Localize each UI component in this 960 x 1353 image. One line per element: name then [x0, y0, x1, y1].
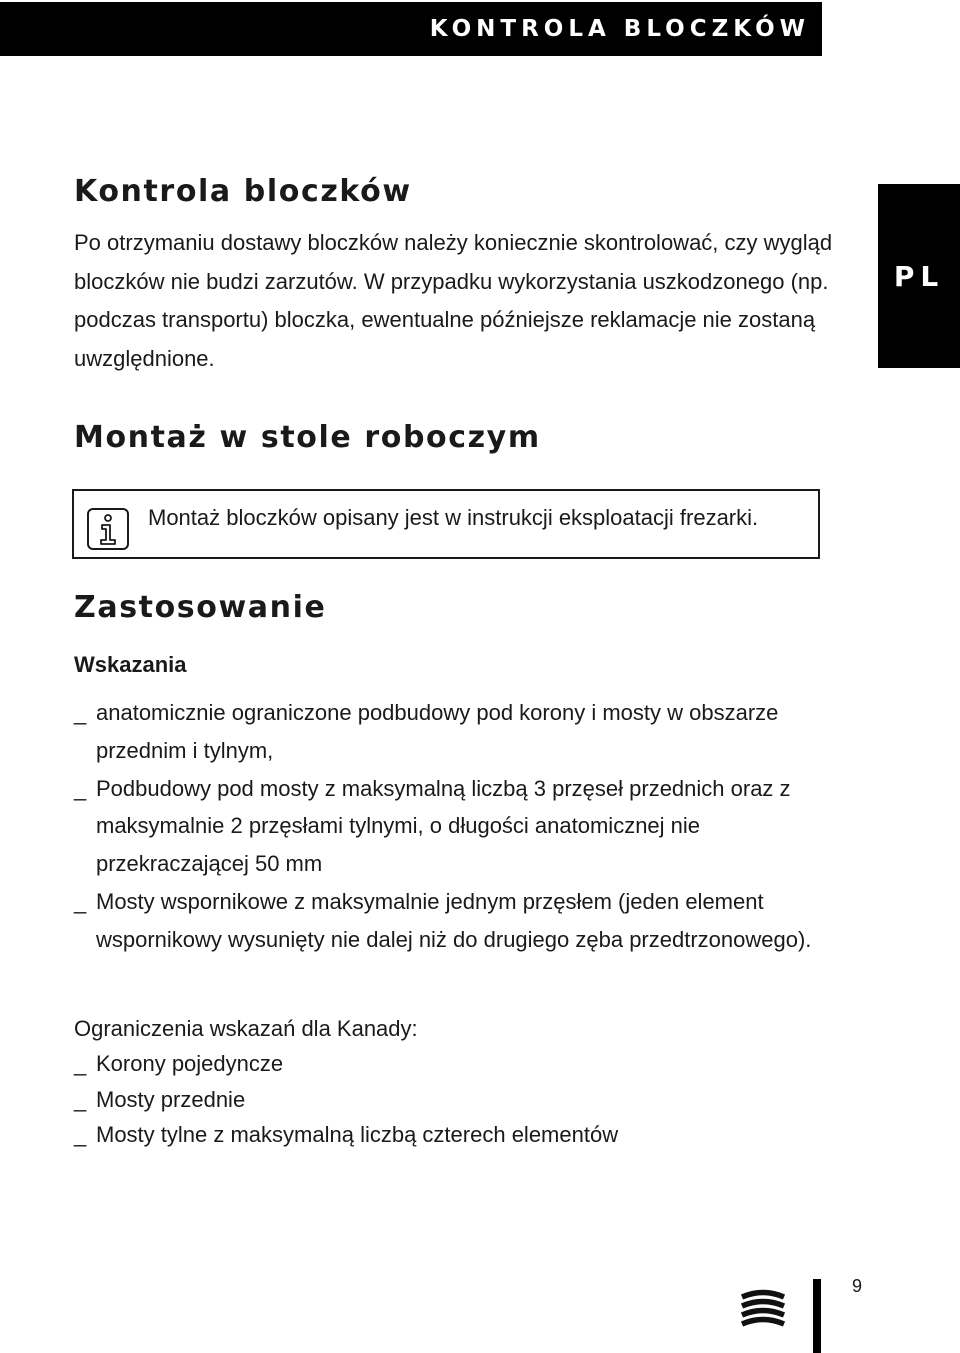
- list-item: _ anatomicznie ograniczone podbudowy pod korony i mosty w obszarze przednim i tylnym,: [74, 694, 834, 770]
- subheading-wskazania: Wskazania: [74, 652, 187, 677]
- header-title: KONTROLA BLOCZKÓW: [429, 16, 810, 42]
- list-item: _ Mosty tylne z maksymalną liczbą czterech elementów: [74, 1117, 834, 1153]
- note-box: [72, 489, 820, 559]
- info-icon: [86, 507, 130, 551]
- list-item: _ Mosty przednie: [74, 1082, 834, 1118]
- heading-zastosowanie: Zastosowanie: [74, 590, 327, 625]
- page-number: 9: [852, 1276, 863, 1296]
- list-item: _ Mosty wspornikowe z maksymalnie jednym przęsłem (jeden element wspornikowy wysunięty nie dalej niż do drugiego zęba przedtrzonowego).: [74, 883, 834, 959]
- canada-label: Ograniczenia wskazań dla Kanady:: [74, 1016, 418, 1041]
- note-text: Montaż bloczków opisany jest w instrukcji eksploatacji frezarki.: [148, 505, 759, 530]
- indications-list: [74, 694, 834, 959]
- heading-kontrola: Kontrola bloczków: [74, 174, 412, 209]
- heading-montaz: Montaż w stole roboczym: [74, 420, 541, 455]
- footer-rule: [813, 1279, 821, 1353]
- paragraph-kontrola: Po otrzymaniu dostawy bloczków należy koniecznie skontrolować, czy wygląd bloczków nie budzi zarzutów. W przypadku wykorzystania uszkodzonego (np. podczas transportu) bloczka, ewentualne późniejsze reklamacje nie zostaną uwzględnione.: [74, 230, 833, 371]
- language-tab: [878, 184, 960, 368]
- list-item: _ Korony pojedyncze: [74, 1046, 834, 1082]
- canada-list: [74, 1046, 834, 1153]
- header-bar: [0, 2, 822, 56]
- language-tab-label: PL: [893, 259, 945, 293]
- brand-logo-icon: [740, 1289, 786, 1333]
- list-item: _ Podbudowy pod mosty z maksymalną liczbą 3 przęseł przednich oraz z maksymalnie 2 przęsłami tylnymi, o długości anatomicznej nie przekraczającej 50 mm: [74, 770, 834, 883]
